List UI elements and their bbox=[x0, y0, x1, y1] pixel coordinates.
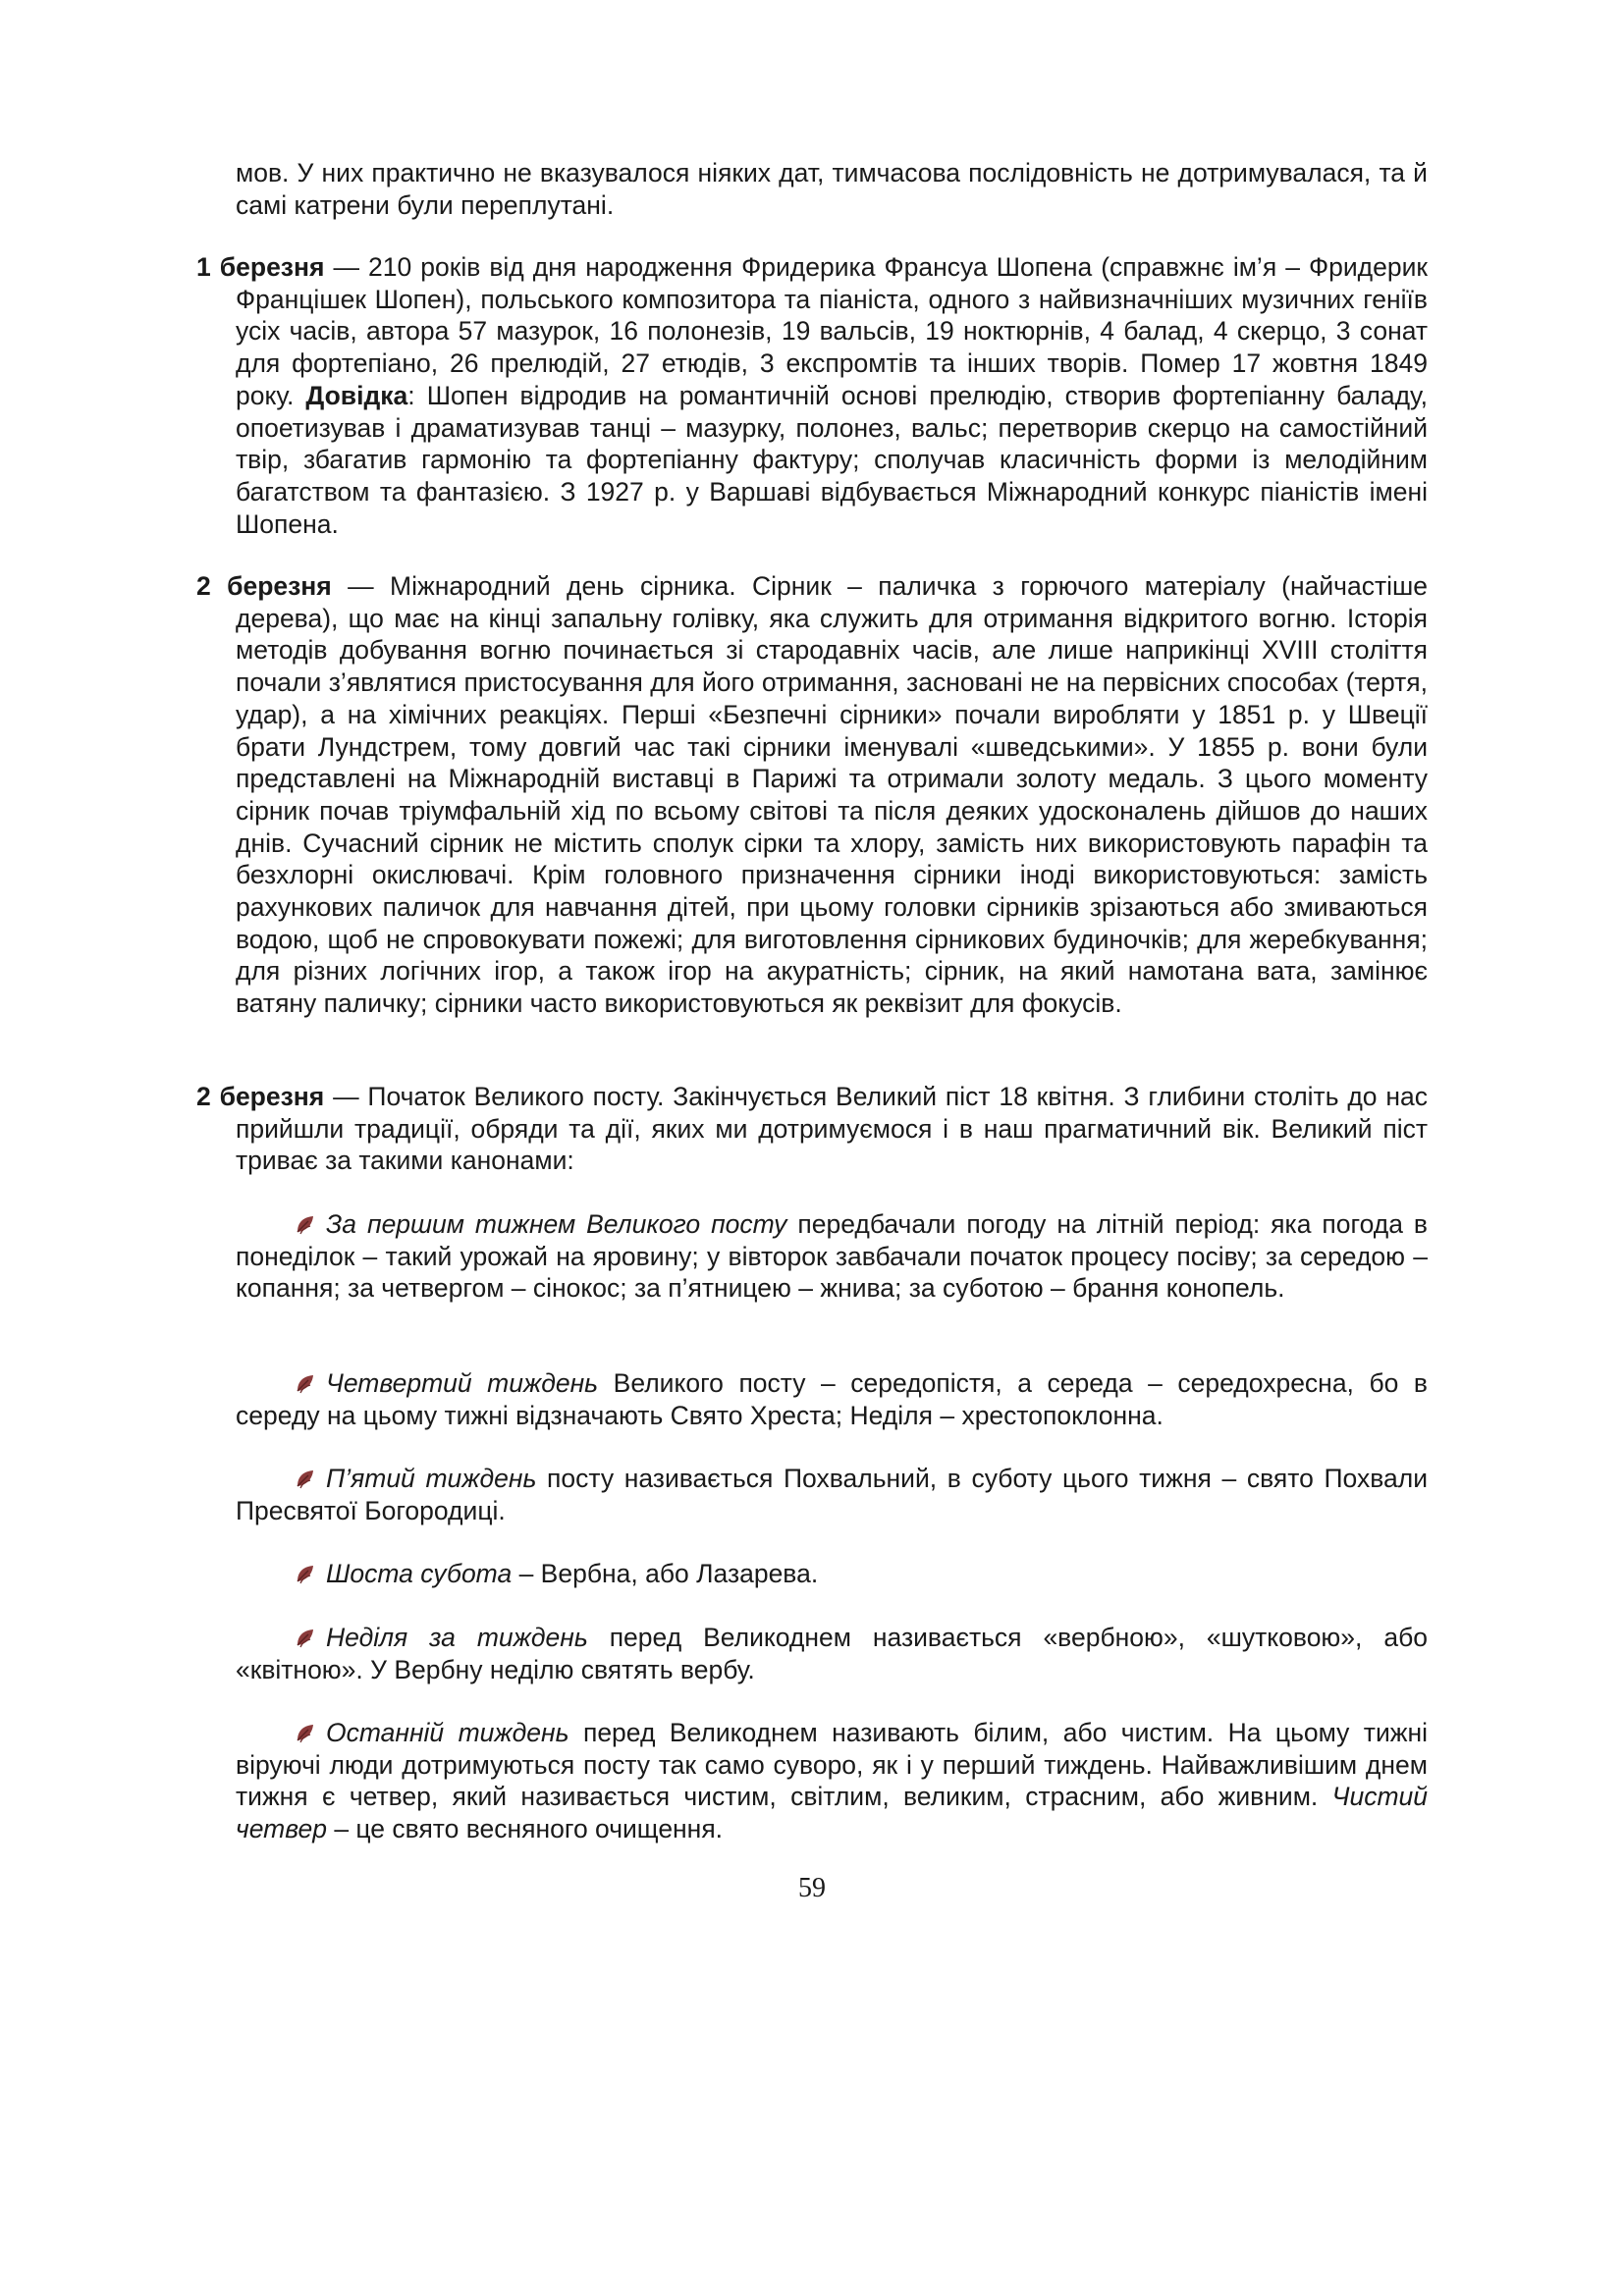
entry-march-2-lent bbox=[196, 1081, 1428, 1177]
lent-rule-item bbox=[236, 1463, 1428, 1526]
rule-text-end: – це свято весняного очищення. bbox=[326, 1814, 724, 1844]
rule-title: П’ятий тиждень bbox=[326, 1464, 537, 1493]
entry-date: 2 березня bbox=[196, 571, 332, 601]
page-number: 59 bbox=[798, 1873, 826, 1903]
rule-text: Великого посту – середопістя, а середа – середохресна, бо в середу на цьому тижні відзначають Свято Хреста; Неділя – хрестопоклонна. bbox=[236, 1368, 1428, 1430]
lent-rule-item bbox=[236, 1622, 1428, 1685]
rule-text: посту називається Похвальний, в суботу цього тижня – свято Похвали Пресвятої Богородиці. bbox=[236, 1464, 1428, 1525]
entry-text-continued: : Шопен відродив на романтичній основі прелюдію, створив фортепіанну баладу, опоетизував і драматизував танці – мазурку, полонез, вальс; перетворив скерцо на самостійний твір, збагатив гармонію та фортепіанну фактуру; сполучав класичність форми із мелодійним багатством та фантазією. З 1927 р. у Варшаві відбувається Міжнародний конкурс піаністів імені Шопена. bbox=[236, 380, 1428, 539]
lent-rule-item bbox=[236, 1367, 1428, 1431]
entry-text: — Початок Великого посту. Закінчується Великий піст 18 квітня. З глибини століть до нас прийшли традиції, обряди та дії, яких ми дотримуємося і в наш прагматичний вік. Великий піст триває за такими канонами: bbox=[236, 1082, 1428, 1176]
rule-title: Неділя за тиждень bbox=[326, 1623, 588, 1652]
reference-label: Довідка bbox=[305, 380, 408, 410]
rule-title: Шоста субота bbox=[326, 1559, 513, 1588]
leaf-bullet-icon bbox=[295, 1213, 316, 1235]
leaf-bullet-icon bbox=[295, 1563, 316, 1584]
leaf-bullet-icon bbox=[295, 1627, 316, 1648]
intro-paragraph: мов. У них практично не вказувалося ніяких дат, тимчасова послідовність не дотримувалася, та й самі катрени були переплутані. bbox=[236, 158, 1428, 220]
entry-text: — 210 років від дня народження Фридерика Франсуа Шопена (справжнє ім’я – Фридерик Францішек Шопен), польського композитора та піаніста, одного з найвизначніших музичних геніїв усіх часів, автора 57 мазурок, 16 полонезів, 19 вальсів, 19 ноктюрнів, 4 балад, 4 скерцо, 3 сонат для фортепіано, 26 прелюдій, 27 етюдів, 3 експромтів та інших творів. Помер 17 жовтня 1849 року. bbox=[236, 252, 1428, 410]
leaf-bullet-icon bbox=[295, 1372, 316, 1394]
entry-text: — Міжнародний день сірника. Сірник – паличка з горючого матеріалу (найчастіше дерева), що має на кінці запальну голівку, яка служить для отримання відкритого вогню. Історія методів добування вогню починається зі стародавніх часів, але лише наприкінці XVIII століття почали з’являтися пристосування для його отримання, засновані не на первісних способах (тертя, удар), а на хімічних реакціях. Перші «Безпечні сірники» почали виробляти у 1851 р. у Швеції брати Лундстрем, тому довгий час такі сірники іменувалі «шведськими». У 1855 р. вони були представлені на Міжнародній виставці в Парижі та отримали золоту медаль. З цього моменту сірник почав тріумфальній хід по всьому світові та після деяких удосконалень дійшов до наших днів. Сучасний сірник не містить сполук сірки та хлору, замість них використовують парафін та безхлорні окислювачі. Крім головного призначення сірники іноді використовуються: замість рахункових паличок для навчання дітей, при цьому головки сірників зрізаються або змиваються водою, щоб не спровокувати пожежі; для виготовлення сірникових будиночків; для жеребкування; для різних логічних ігор, а також ігор на акуратність; сірник, на який намотана вата, замінює ватяну паличку; сірники часто використовуються як реквізит для фокусів. bbox=[236, 571, 1428, 1019]
rule-text: перед Великоднем називають білим, або чистим. На цьому тижні віруючі люди дотримуються посту так само суворо, як і у перший тиждень. Найважливішим днем тижня є четвер, який називається чистим, світлим, великим, страсним, або живним. bbox=[236, 1718, 1428, 1812]
rule-text: передбачали погоду на літній період: яка погода в понеділок – такий урожай на яровину; у вівторок завбачали початок процесу посіву; за середою – копання; за четвергом – сінокос; за п’ятницею – жнива; за суботою – брання конопель. bbox=[236, 1209, 1428, 1304]
rule-title: За першим тижнем Великого посту bbox=[326, 1209, 787, 1239]
rule-text: перед Великоднем називається «вербною», «шутковою», або «квітною». У Вербну неділю святять вербу. bbox=[236, 1623, 1428, 1684]
rule-emphasis: Чистий четвер bbox=[236, 1782, 1428, 1844]
entry-march-1-chopin bbox=[196, 251, 1428, 540]
leaf-bullet-icon bbox=[295, 1468, 316, 1489]
entry-date: 2 березня bbox=[196, 1082, 325, 1111]
leaf-bullet-icon bbox=[295, 1722, 316, 1743]
rule-title: Четвертий тиждень bbox=[326, 1368, 599, 1398]
entry-date: 1 березня bbox=[196, 252, 325, 282]
entry-march-2-match-day bbox=[196, 570, 1428, 1020]
rule-text: – Вербна, або Лазарева. bbox=[512, 1559, 819, 1588]
rule-title: Останній тиждень bbox=[326, 1718, 569, 1747]
lent-rule-item bbox=[236, 1208, 1428, 1305]
lent-rule-item bbox=[236, 1717, 1428, 1845]
lent-rule-item bbox=[236, 1558, 1428, 1590]
